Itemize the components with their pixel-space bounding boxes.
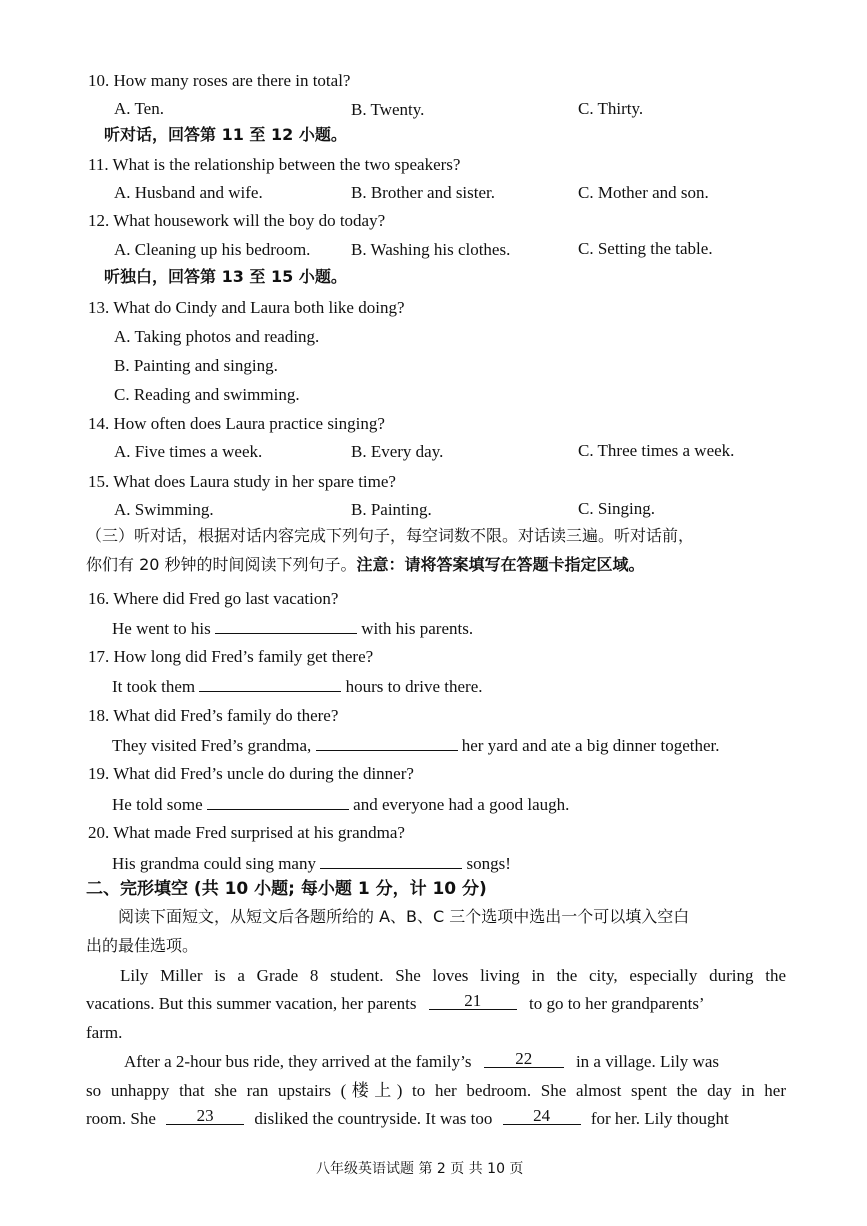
- q12-option-a: A. Cleaning up his bedroom.: [114, 240, 311, 259]
- question-14-stem: 14. How often does Laura practice singing?: [88, 414, 385, 433]
- q19-sentence: [112, 793, 569, 816]
- question-18-stem: 18. What did Fred’s family do there?: [88, 706, 339, 725]
- part3-notice: 注意：请将答案填写在答题卡指定区域。: [356, 555, 645, 574]
- question-15-stem: 15. What does Laura study in her spare time?: [88, 472, 396, 491]
- passage-p2-text-d: disliked the countryside. It was too: [254, 1109, 493, 1128]
- q13-option-c: C. Reading and swimming.: [114, 385, 300, 404]
- q20-answer-blank[interactable]: [320, 852, 462, 869]
- q15-option-a: A. Swimming.: [114, 500, 214, 519]
- q12-option-b: B. Washing his clothes.: [351, 240, 511, 259]
- q14-option-a: A. Five times a week.: [114, 442, 263, 461]
- q17-post-text: hours to drive there.: [345, 677, 483, 696]
- q17-sentence: [112, 675, 483, 698]
- q15-option-b: B. Painting.: [351, 500, 432, 519]
- question-17-stem: 17. How long did Fred’s family get there?: [88, 647, 374, 666]
- q12-option-c: C. Setting the table.: [578, 239, 713, 258]
- cloze-number-24: 24: [533, 1106, 551, 1125]
- q19-pre-text: He told some: [112, 795, 203, 814]
- q15-option-c: C. Singing.: [578, 499, 655, 518]
- section2-instruction-line2: 出的最佳选项。: [86, 936, 199, 955]
- q13-option-a: A. Taking photos and reading.: [114, 327, 320, 346]
- q13-option-b: B. Painting and singing.: [114, 356, 278, 375]
- question-19-stem: 19. What did Fred’s uncle do during the dinner?: [88, 764, 414, 783]
- cloze-blank-22[interactable]: [484, 1051, 564, 1068]
- instruction-13-15: 听独白，回答第 13 至 15 小题。: [104, 267, 347, 286]
- q18-sentence: [112, 734, 719, 757]
- q10-option-b: B. Twenty.: [351, 100, 425, 119]
- passage-p1-line1: Lily Miller is a Grade 8 student. She loves living in the city, especially during the: [120, 966, 786, 985]
- q10-option-c: C. Thirty.: [578, 99, 644, 118]
- q18-pre-text: They visited Fred’s grandma,: [112, 736, 312, 755]
- q11-option-b: B. Brother and sister.: [351, 183, 496, 202]
- part3-instruction-line1: （三）听对话，根据对话内容完成下列句子，每空词数不限。对话读三遍。听对话前，: [86, 526, 695, 545]
- q20-pre-text: His grandma could sing many: [112, 854, 316, 873]
- question-12-stem: 12. What housework will the boy do today?: [88, 211, 386, 230]
- q17-answer-blank[interactable]: [199, 675, 341, 692]
- passage-p2-line2: so unhappy that she ran upstairs (楼上) to her bedroom. She almost spent the day in her: [86, 1081, 786, 1100]
- q16-sentence: [112, 617, 473, 640]
- q14-option-c: C. Three times a week.: [578, 441, 735, 460]
- passage-p2-line3: [86, 1108, 729, 1130]
- cloze-blank-24[interactable]: [503, 1108, 581, 1125]
- q19-answer-blank[interactable]: [207, 793, 349, 810]
- q14-option-b: B. Every day.: [351, 442, 444, 461]
- cloze-number-23: 23: [196, 1106, 214, 1125]
- section2-title: 二、完形填空 (共 10 小题; 每小题 1 分，计 10 分): [86, 879, 487, 899]
- instruction-11-12: 听对话，回答第 11 至 12 小题。: [104, 125, 347, 144]
- question-20-stem: 20. What made Fred surprised at his grandma?: [88, 823, 405, 842]
- q18-answer-blank[interactable]: [316, 734, 458, 751]
- question-13-stem: 13. What do Cindy and Laura both like doing?: [88, 298, 405, 317]
- passage-p2-text-e: for her. Lily thought: [590, 1109, 729, 1128]
- passage-p1-line3: farm.: [86, 1023, 123, 1042]
- question-10-stem: 10. How many roses are there in total?: [88, 71, 351, 90]
- q18-post-text: her yard and ate a big dinner together.: [461, 736, 720, 755]
- q20-sentence: [112, 852, 511, 875]
- cloze-blank-21[interactable]: [429, 993, 517, 1010]
- q17-pre-text: It took them: [112, 677, 196, 696]
- cloze-blank-23[interactable]: [166, 1108, 244, 1125]
- q20-post-text: songs!: [466, 854, 511, 873]
- passage-p2-text-c: room. She: [86, 1109, 156, 1128]
- q19-post-text: and everyone had a good laugh.: [353, 795, 570, 814]
- passage-p2-text-a: After a 2-hour bus ride, they arrived at the family’s: [124, 1052, 472, 1071]
- q10-option-a: A. Ten.: [114, 99, 164, 118]
- q16-post-text: with his parents.: [361, 619, 474, 638]
- passage-p2-line1: [124, 1051, 719, 1073]
- q11-option-c: C. Mother and son.: [578, 183, 709, 202]
- q16-pre-text: He went to his: [112, 619, 211, 638]
- question-11-stem: 11. What is the relationship between the two speakers?: [88, 155, 461, 174]
- q16-answer-blank[interactable]: [215, 617, 357, 634]
- cloze-number-21: 21: [464, 991, 482, 1010]
- passage-p1-text-a: vacations. But this summer vacation, her parents: [86, 994, 417, 1013]
- passage-p1-text-b: to go to her grandparents’: [528, 994, 705, 1013]
- passage-p1-line2: [86, 993, 705, 1015]
- part3-instruction-text: 你们有 20 秒钟的时间阅读下列句子。: [86, 555, 357, 574]
- passage-p2-text-b: in a village. Lily was: [575, 1052, 719, 1071]
- part3-instruction-line2: [86, 554, 645, 576]
- section2-instruction-line1: 阅读下面短文，从短文后各题所给的 A、B、C 三个选项中选出一个可以填入空白: [118, 907, 690, 926]
- q11-option-a: A. Husband and wife.: [114, 183, 263, 202]
- cloze-number-22: 22: [515, 1049, 533, 1068]
- page-footer: 八年级英语试题 第 2 页 共 10 页: [316, 1161, 524, 1177]
- question-16-stem: 16. Where did Fred go last vacation?: [88, 589, 339, 608]
